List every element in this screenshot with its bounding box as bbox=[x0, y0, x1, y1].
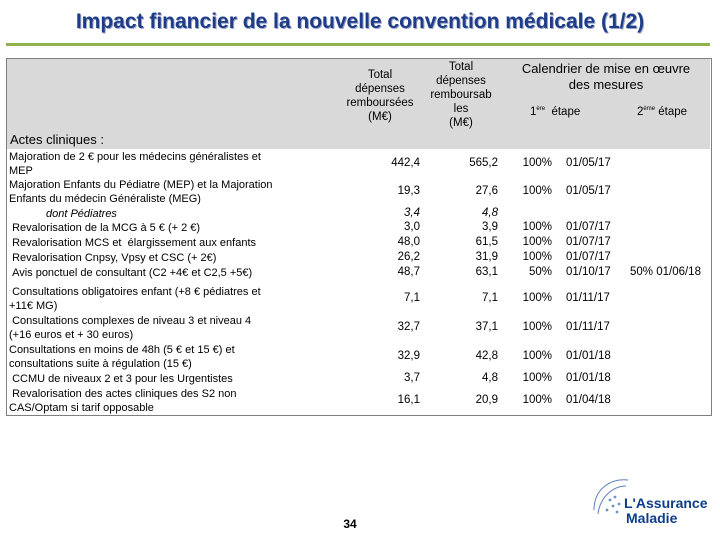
row-etape1-date: 01/11/17 bbox=[566, 292, 610, 304]
row-total-rembourse: 32,7 bbox=[397, 321, 420, 333]
row-etape1-pct: 100% bbox=[522, 394, 552, 406]
row-etape1-pct: 100% bbox=[522, 372, 552, 384]
row-total-rembourse: 3,7 bbox=[404, 372, 420, 384]
row-etape1-pct: 100% bbox=[522, 221, 552, 233]
page-title: Impact financier de la nouvelle convention médicale (1/2) bbox=[75, 10, 645, 33]
header-total-rembourse: Total dépenses remboursées (M€) bbox=[346, 69, 414, 123]
row-total-remboursable: 27,6 bbox=[475, 185, 498, 197]
row-label: Consultations complexes de niveau 3 et niveau 4 (+16 euros et + 30 euros) bbox=[9, 315, 252, 341]
row-etape1-date: 01/01/18 bbox=[566, 350, 611, 362]
header-etape-1: 1ère étape bbox=[530, 106, 581, 118]
row-etape1-pct: 100% bbox=[522, 251, 552, 263]
row-total-rembourse: 3,4 bbox=[404, 207, 420, 219]
row-etape1-date: 01/04/18 bbox=[566, 394, 611, 406]
row-etape1-date: 01/05/17 bbox=[566, 157, 611, 169]
row-etape1-pct: 100% bbox=[522, 321, 552, 333]
header-etape-2: 2ème étape bbox=[637, 106, 688, 118]
row-total-remboursable: 20,9 bbox=[475, 394, 498, 406]
section-band bbox=[7, 131, 710, 149]
row-total-remboursable: 37,1 bbox=[475, 321, 498, 333]
row-etape1-pct: 100% bbox=[522, 185, 552, 197]
row-total-rembourse: 32,9 bbox=[397, 350, 420, 362]
row-etape1-date: 01/11/17 bbox=[566, 321, 610, 333]
page-number: 34 bbox=[343, 517, 357, 531]
row-label: Consultations obligatoires enfant (+8 € pédiatres et +11€ MG) bbox=[9, 286, 261, 312]
logo-wordmark: L'Assurance Maladie bbox=[624, 495, 708, 526]
row-total-remboursable: 61,5 bbox=[475, 236, 498, 248]
header-calendar: Calendrier de mise en œuvre des mesures bbox=[521, 61, 691, 92]
row-etape1-date: 01/07/17 bbox=[566, 236, 611, 248]
row-total-rembourse: 442,4 bbox=[391, 157, 420, 169]
row-total-rembourse: 48,0 bbox=[397, 236, 420, 248]
row-label: Revalorisation MCS et élargissement aux enfants bbox=[9, 237, 257, 249]
row-total-remboursable: 31,9 bbox=[475, 251, 498, 263]
row-label: Revalorisation Cnpsy, Vpsy et CSC (+ 2€) bbox=[9, 252, 217, 264]
row-total-rembourse: 7,1 bbox=[404, 292, 420, 304]
row-label: dont Pédiatres bbox=[46, 208, 117, 220]
row-total-remboursable: 42,8 bbox=[475, 350, 498, 362]
row-etape1-pct: 100% bbox=[522, 350, 552, 362]
row-etape1-pct: 50% bbox=[528, 266, 552, 278]
row-etape1-date: 01/05/17 bbox=[566, 185, 611, 197]
row-label: Consultations en moins de 48h (5 € et 15 €) et consultations suite à régulation (15 €) bbox=[9, 344, 235, 370]
row-etape1-date: 01/10/17 bbox=[566, 266, 611, 278]
row-total-remboursable: 63,1 bbox=[475, 266, 498, 278]
row-total-rembourse: 16,1 bbox=[397, 394, 420, 406]
row-total-rembourse: 19,3 bbox=[397, 185, 420, 197]
row-etape1-date: 01/01/18 bbox=[566, 372, 611, 384]
section-label: Actes cliniques : bbox=[10, 132, 104, 147]
row-total-rembourse: 26,2 bbox=[397, 251, 420, 263]
row-label: Majoration de 2 € pour les médecins généralistes et MEP bbox=[9, 151, 261, 177]
row-label: Revalorisation de la MCG à 5 € (+ 2 €) bbox=[9, 222, 201, 234]
row-total-rembourse: 3,0 bbox=[404, 221, 420, 233]
row-total-rembourse: 48,7 bbox=[397, 266, 420, 278]
row-etape1-date: 01/07/17 bbox=[566, 251, 611, 263]
header-total-remboursables: Total dépenses remboursab les (M€) bbox=[430, 61, 492, 129]
title-divider bbox=[6, 43, 710, 46]
row-label: Revalorisation des actes cliniques des S2 non CAS/Optam si tarif opposable bbox=[9, 388, 237, 414]
row-etape1-pct: 100% bbox=[522, 292, 552, 304]
row-label: Avis ponctuel de consultant (C2 +4€ et C2,5 +5€) bbox=[9, 267, 253, 279]
row-label: Majoration Enfants du Pédiatre (MEP) et la Majoration Enfants du médecin Généraliste (MEG) bbox=[9, 179, 273, 205]
row-etape1-pct: 100% bbox=[522, 157, 552, 169]
row-total-remboursable: 4,8 bbox=[482, 207, 498, 219]
row-total-remboursable: 7,1 bbox=[482, 292, 498, 304]
row-etape1-date: 01/07/17 bbox=[566, 221, 611, 233]
row-etape1-pct: 100% bbox=[522, 236, 552, 248]
row-label: CCMU de niveaux 2 et 3 pour les Urgentistes bbox=[9, 373, 233, 385]
row-total-remboursable: 565,2 bbox=[469, 157, 498, 169]
row-etape2: 50% 01/06/18 bbox=[630, 266, 701, 278]
row-total-remboursable: 4,8 bbox=[482, 372, 498, 384]
row-total-remboursable: 3,9 bbox=[482, 221, 498, 233]
